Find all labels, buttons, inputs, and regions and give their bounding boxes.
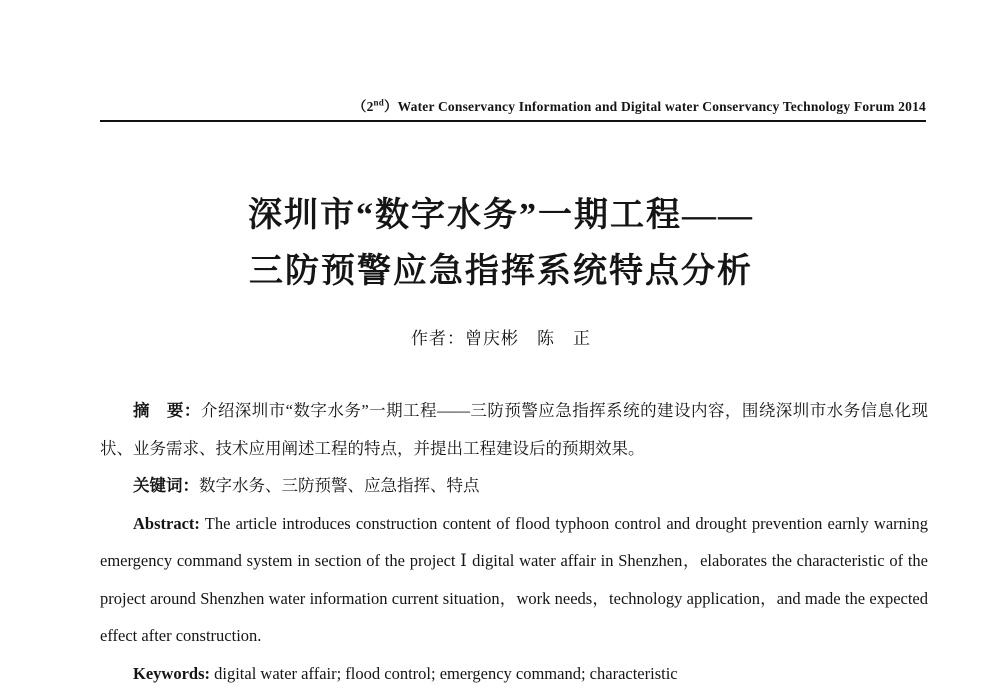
abstract-section (100, 392, 928, 692)
author-line: 作者：曾庆彬 陈 正 (411, 329, 591, 348)
abstract-cn-paragraph (100, 392, 928, 467)
keywords-cn-label: 关键词： (133, 476, 199, 495)
journal-header-text: ）Water Conservancy Information and Digital water Conservancy Technology Forum 2014 (383, 99, 926, 114)
abstract-cn-text: 介绍深圳市“数字水务”一期工程——三防预警应急指挥系统的建设内容，围绕深圳市水务信息化现状、业务需求、技术应用阐述工程的特点，并提出工程建设后的预期效果。 (100, 401, 928, 458)
paper-title-line1: 深圳市“数字水务”一期工程—— (248, 197, 754, 234)
keywords-en-paragraph (100, 655, 928, 693)
keywords-cn-text: 数字水务、三防预警、应急指挥、特点 (199, 476, 480, 495)
keywords-en-text: digital water affair; flood control; emergency command; characteristic (210, 663, 678, 683)
journal-header (100, 95, 926, 115)
keywords-cn-paragraph (100, 467, 928, 505)
abstract-cn-label: 摘 要： (133, 401, 201, 420)
journal-header-superscript: nd (373, 97, 384, 108)
abstract-en-paragraph (100, 505, 928, 655)
journal-header-prefix: （2 (352, 99, 374, 114)
keywords-en-label: Keywords: (133, 663, 210, 683)
abstract-en-label: Abstract: (133, 513, 200, 533)
paper-title (88, 188, 914, 300)
paper-title-line2: 三防预警应急指挥系统特点分析 (249, 253, 753, 290)
abstract-en-text: The article introduces construction content of flood typhoon control and drought prevention earnly warning emergency command system in section of the project Ⅰ digital water affair in Shenzhen，elaborates the characteristic of the project around Shenzhen water information current situation，work needs，technology application，and made the expected effect after construction. (100, 513, 928, 645)
header-rule (100, 120, 926, 122)
